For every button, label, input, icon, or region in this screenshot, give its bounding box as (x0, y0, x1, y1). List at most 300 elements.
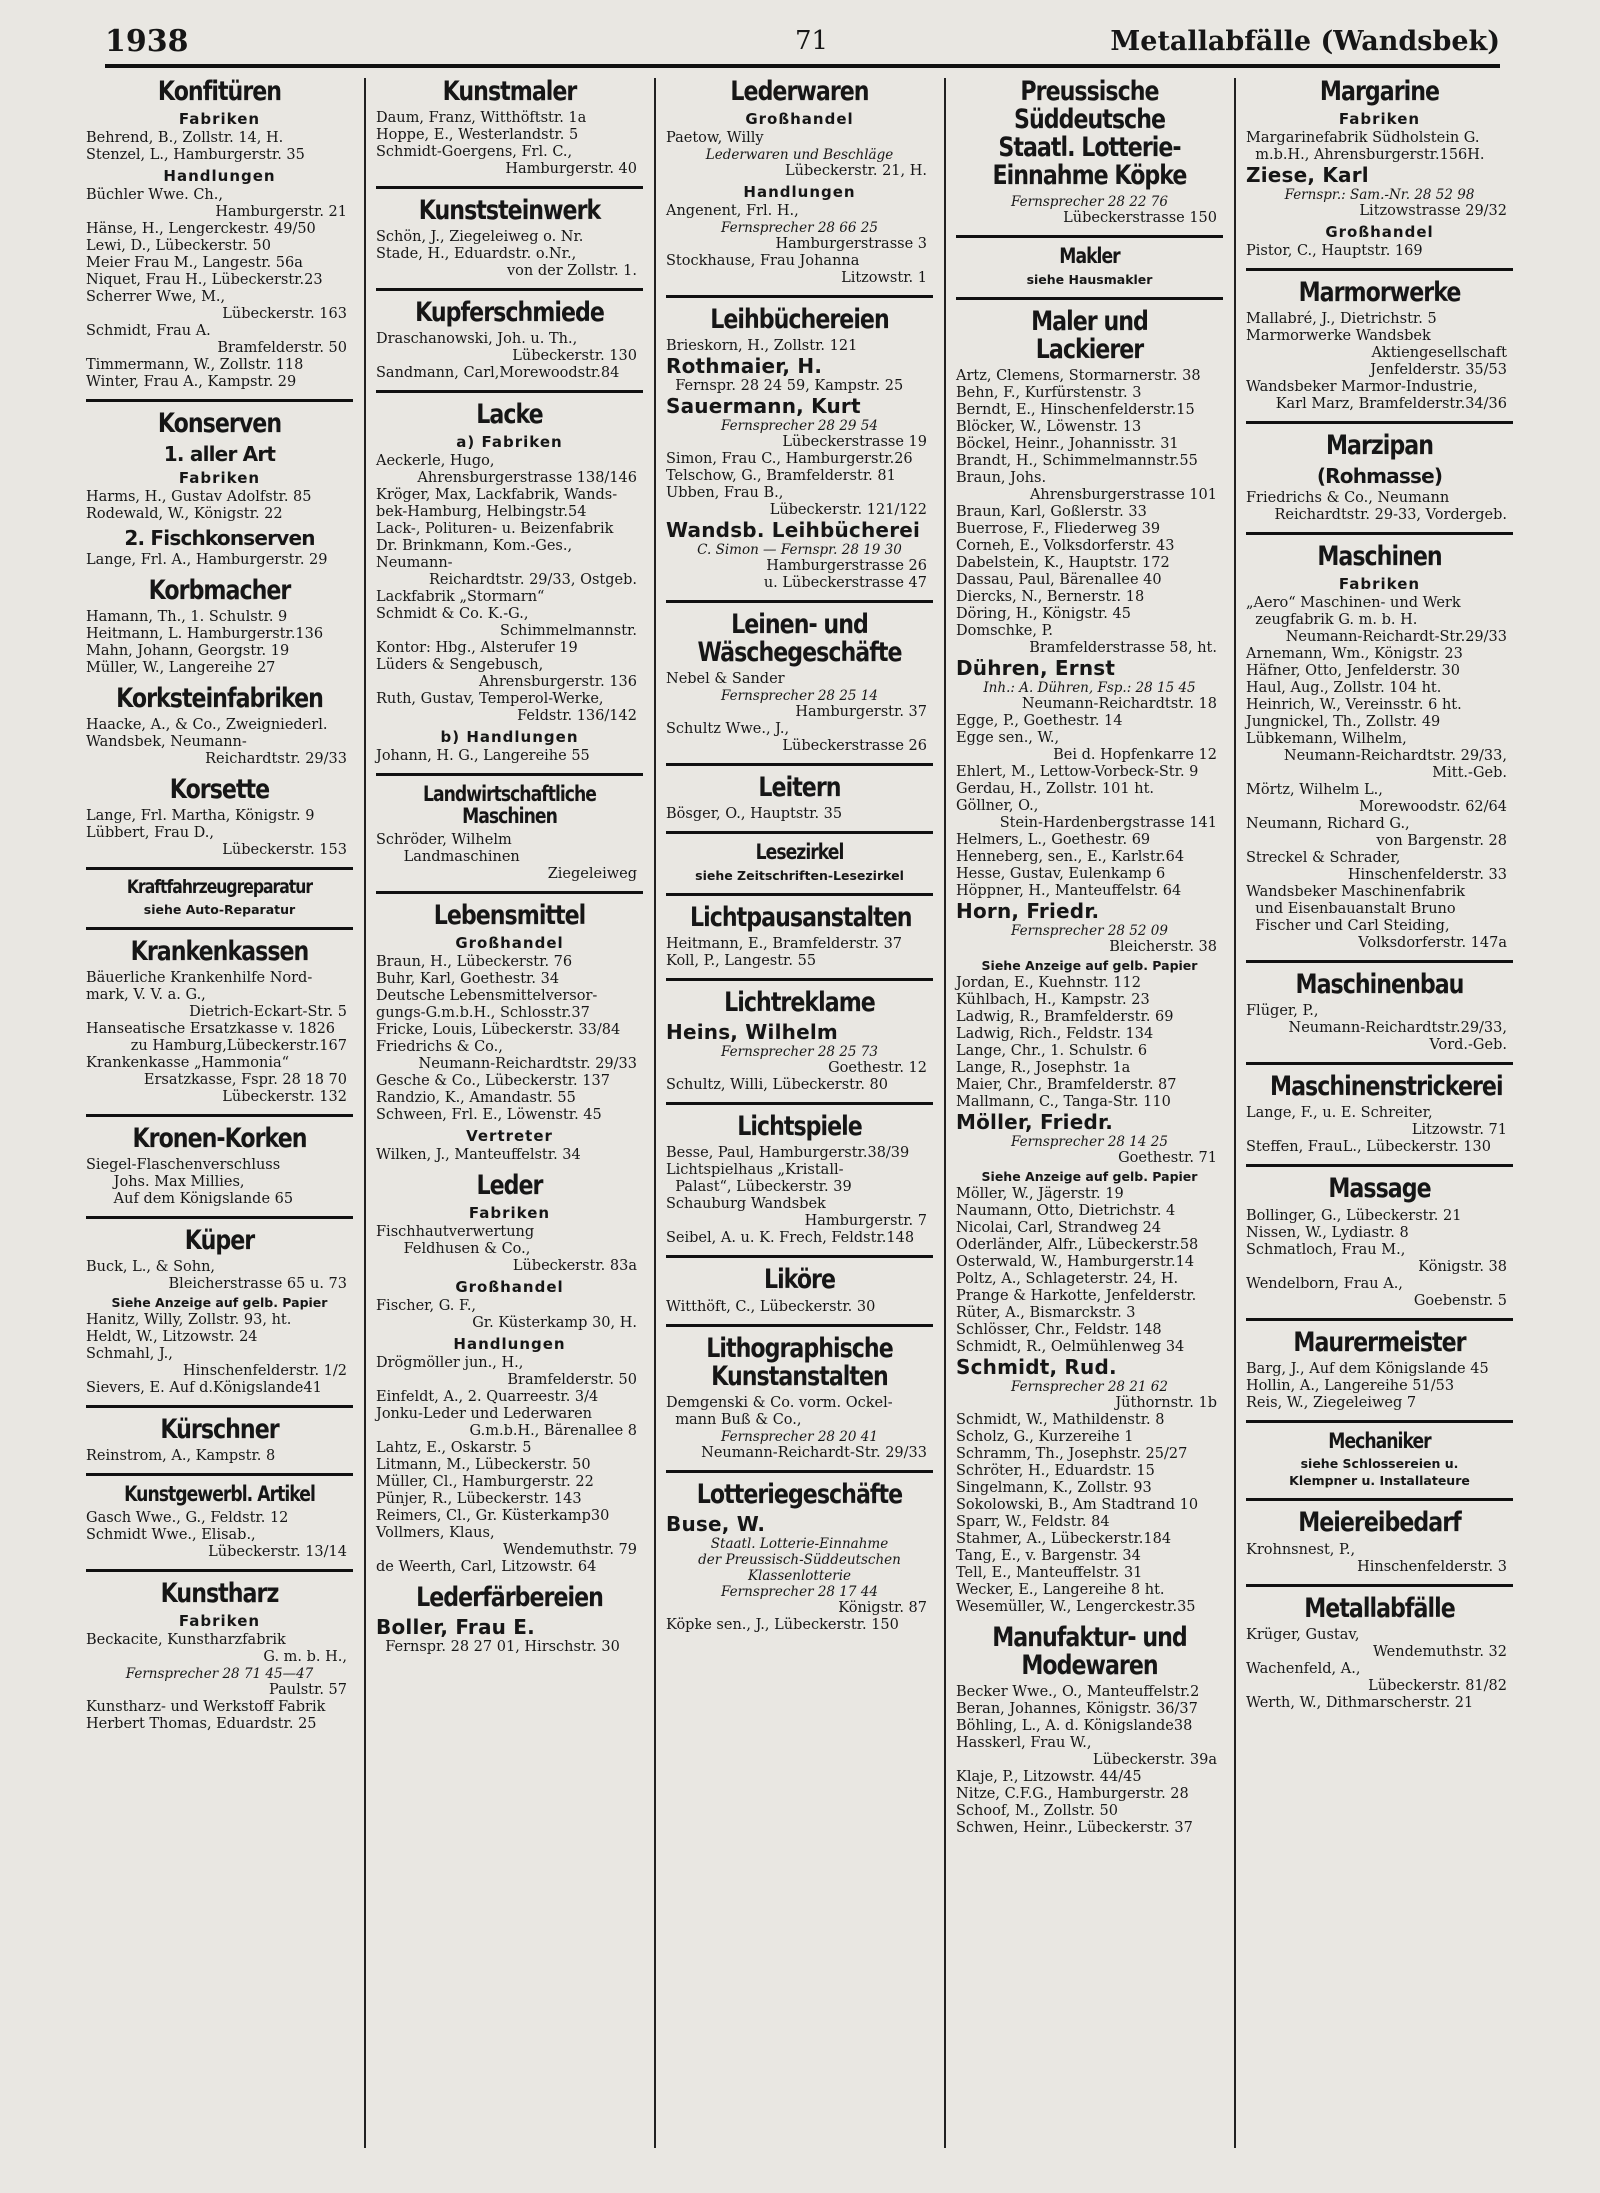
entry-continuation: Ahrensburgerstrasse 138/146 (417, 470, 637, 487)
entry: Heldt, W., Litzowstr. 24 (86, 1329, 258, 1346)
entry-continuation: Goethestr. 71 (1118, 1150, 1217, 1167)
entry: Koll, P., Langestr. 55 (666, 953, 817, 970)
column-4 (952, 74, 1227, 2154)
section (666, 306, 933, 603)
entry: Drögmöller jun., H., (376, 1355, 524, 1372)
section (1246, 543, 1513, 963)
italic-note: Inh.: A. Dühren, Fsp.: 28 15 45 (983, 680, 1196, 697)
entry: Becker Wwe., O., Manteuffelstr.2 (956, 1684, 1200, 1701)
bold-entry: Schmidt, Rud. (956, 1355, 1117, 1380)
italic-note: Fernspr.: Sam.-Nr. 28 52 98 (1284, 187, 1475, 204)
entry: Ubben, Frau B., (666, 485, 784, 502)
section-heading: Kunststeinwerk (418, 195, 601, 227)
entry: Seibel, A. u. K. Frech, Feldstr.148 (666, 1230, 915, 1247)
section (376, 401, 643, 776)
entry: Reis, W., Ziegeleiweg 7 (1246, 1394, 1417, 1411)
page-header (105, 18, 1500, 68)
entry: Schön, J., Ziegeleiweg o. Nr. (376, 229, 584, 246)
column-divider (944, 78, 946, 2148)
entry-continuation: Hamburgerstr. 37 (795, 704, 927, 721)
cross-reference: siehe Auto-Reparatur (143, 902, 296, 918)
entry: Artz, Clemens, Stormarnerstr. 38 (956, 368, 1201, 385)
bold-entry: Horn, Friedr. (956, 899, 1100, 924)
section (666, 1266, 933, 1326)
section (86, 1227, 353, 1408)
entry: Kühlbach, H., Kampstr. 23 (956, 992, 1150, 1009)
entry-continuation: Lübeckerstr. 21, H. (785, 163, 927, 180)
entry: Corneh, E., Volksdorferstr. 43 (956, 538, 1175, 555)
entry: Naumann, Otto, Dietrichstr. 4 (956, 1203, 1176, 1220)
year: 1938 (105, 24, 189, 59)
cross-reference: Siehe Anzeige auf gelb. Papier (981, 1169, 1198, 1185)
entry: Böckel, Heinr., Johannisstr. 31 (956, 436, 1179, 453)
entry: Mörtz, Wilhelm L., (1246, 782, 1383, 799)
entry: Schramm, Th., Josephstr. 25/27 (956, 1446, 1188, 1463)
entry: Hoppe, E., Westerlandstr. 5 (376, 127, 579, 144)
entry: Tang, E., v. Bargenstr. 34 (956, 1548, 1141, 1565)
entry: Stade, H., Eduardstr. o.Nr., (376, 246, 577, 263)
entry: Niquet, Frau H., Lübeckerstr.23 (86, 272, 323, 289)
entry: Stockhause, Frau Johanna (666, 253, 860, 270)
entry-continuation: Karl Marz, Bramfelderstr.34/36 (1275, 396, 1507, 413)
section (1246, 1073, 1513, 1167)
entry-continuation: von Bargenstr. 28 (1376, 833, 1507, 850)
entry-continuation: Lübeckerstr. 83a (512, 1258, 637, 1275)
entry: Johs. Max Millies, (86, 1174, 245, 1191)
entry-continuation: Lübeckerstrasse 150 (1063, 210, 1217, 227)
entry-continuation: Ersatzkasse, Fspr. 28 18 70 (143, 1072, 347, 1089)
entry: Schmidt Wwe., Elisab., (86, 1527, 256, 1544)
section (1246, 1175, 1513, 1320)
entry: Jordan, E., Kuehnstr. 112 (956, 975, 1141, 992)
entry-continuation: Ziegeleiweg (547, 865, 637, 882)
entry: Lange, Chr., 1. Schulstr. 6 (956, 1043, 1148, 1060)
entry: Helmers, L., Goethestr. 69 (956, 832, 1151, 849)
entry: Schmahl, J., (86, 1346, 173, 1363)
bold-entry: Boller, Frau E. (376, 1615, 535, 1640)
section (1246, 1509, 1513, 1586)
entry-continuation: Reichardtstr. 29-33, Vordergeb. (1274, 507, 1507, 524)
section-heading: Marzipan (1325, 430, 1434, 462)
entry: Herbert Thomas, Eduardstr. 25 (86, 1716, 317, 1733)
section-heading: Krankenkassen (130, 936, 309, 968)
entry: Göllner, O., (956, 798, 1039, 815)
subheading: Fabriken (468, 1204, 551, 1223)
entry: Schmidt & Co. K.-G., (376, 606, 529, 623)
entry-continuation: Neumann-Reichardt-Str. 29/33 (701, 1444, 927, 1461)
entry: Fischer und Carl Steiding, (1246, 918, 1450, 935)
entry: mann Buß & Co., (666, 1411, 802, 1428)
entry: Neumann, Richard G., (1246, 816, 1410, 833)
entry: Landmaschinen (376, 848, 520, 865)
entry: Egge sen., W., (956, 730, 1060, 747)
bold-entry: Dühren, Ernst (956, 656, 1116, 681)
cross-reference: siehe Zeitschriften-Lesezirkel (695, 868, 904, 884)
bold-entry: Möller, Friedr. (956, 1110, 1113, 1135)
section (956, 246, 1223, 300)
entry: Beran, Johannes, Königstr. 36/37 (956, 1701, 1198, 1718)
italic-note: Lederwaren und Beschläge (705, 147, 894, 164)
section-heading: Küper (184, 1225, 255, 1257)
entry: Singelmann, K., Zollstr. 93 (956, 1480, 1152, 1497)
entry: Braun, Johs. (956, 470, 1047, 487)
entry-continuation: Hinschenfelderstr. 33 (1347, 867, 1507, 884)
entry: Osterwald, W., Hamburgerstr.14 (956, 1254, 1195, 1271)
entry: Pünjer, R., Lübeckerstr. 143 (376, 1491, 582, 1508)
subheading: Großhandel (455, 934, 564, 953)
entry-continuation: Bramfelderstr. 50 (217, 340, 347, 357)
section (666, 842, 933, 896)
italic-note: C. Simon — Fernspr. 28 19 30 (697, 542, 902, 559)
section-heading: Korksteinfabriken (116, 683, 323, 715)
entry: Pistor, C., Hauptstr. 169 (1246, 243, 1423, 260)
entry: Winter, Frau A., Kampstr. 29 (86, 374, 297, 391)
entry: Stenzel, L., Hamburgerstr. 35 (86, 147, 305, 164)
italic-note: der Preussisch-Süddeutschen (698, 1551, 901, 1568)
section (666, 1332, 933, 1473)
section-heading: Lacke (476, 399, 543, 431)
entry: Köpke sen., J., Lübeckerstr. 150 (666, 1616, 899, 1633)
section (666, 989, 933, 1105)
section-heading: Leinen- und Wäschegeschäfte (697, 609, 902, 669)
entry: Schauburg Wandsbek (666, 1196, 826, 1213)
section-heading: Lederwaren (730, 76, 869, 107)
section-heading: Lebensmittel (433, 899, 586, 931)
entry: Schoof, M., Zollstr. 50 (956, 1803, 1118, 1820)
entry: Fernspr. 28 27 01, Hirschstr. 30 (376, 1639, 620, 1656)
entry: Palast“, Lübeckerstr. 39 (666, 1179, 852, 1196)
entry: Vollmers, Klaus, (376, 1525, 495, 1542)
entry-continuation: Neumann-Reichardtstr.29/33, (1288, 1020, 1507, 1037)
section-heading: Leihbüchereien (710, 304, 889, 336)
entry: Hanitz, Willy, Zollstr. 93, ht. (86, 1312, 292, 1329)
entry: Stahmer, A., Lübeckerstr.184 (956, 1531, 1172, 1548)
entry-continuation: Lübeckerstr. 39a (1092, 1752, 1217, 1769)
subheading: Handlungen (163, 167, 276, 186)
entry: Einfeldt, A., 2. Quarreestr. 3/4 (376, 1389, 599, 1406)
entry: Tell, E., Manteuffelstr. 31 (956, 1565, 1143, 1582)
entry-continuation: Wendemuthstr. 79 (502, 1542, 637, 1559)
entry: bek-Hamburg, Helbingstr.54 (376, 504, 587, 521)
entry: Wesemüller, W., Lengerckestr.35 (956, 1599, 1196, 1616)
entry-continuation: Hamburgerstr. 7 (804, 1213, 927, 1230)
entry-continuation: Litzowstrasse 29/32 (1359, 203, 1507, 220)
subheading: Großhandel (745, 110, 854, 129)
entry-continuation: Volksdorferstr. 147a (1358, 935, 1507, 952)
entry: Buerrose, F., Fliederweg 39 (956, 521, 1161, 538)
entry-continuation: Neumann-Reichardtstr. 18 (1021, 696, 1217, 713)
section (1246, 1428, 1513, 1502)
entry-continuation: von der Zollstr. 1. (506, 263, 637, 280)
entry: Flüger, P., (1246, 1003, 1319, 1020)
entry-continuation: Vord.-Geb. (1429, 1037, 1507, 1054)
entry: Schultz Wwe., J., (666, 721, 790, 738)
section-heading: Lotteriegeschäfte (696, 1478, 903, 1510)
entry: Häfner, Otto, Jenfelderstr. 30 (1246, 663, 1461, 680)
italic-note: Fernsprecher 28 14 25 (1011, 1134, 1168, 1151)
section-heading: Lithographische Kunstanstalten (706, 1332, 893, 1392)
italic-note: Klassenlotterie (747, 1567, 852, 1584)
entry: Paetow, Willy (666, 130, 764, 147)
section-heading: Korbmacher (148, 575, 291, 607)
bold-entry: Rothmaier, H. (666, 354, 823, 379)
entry: Kunstharz- und Werkstoff Fabrik (86, 1699, 326, 1716)
entry: Deutsche Lebensmittelversor- (376, 988, 598, 1005)
entry: Bollinger, G., Lübeckerstr. 21 (1246, 1207, 1462, 1224)
entry: mark, V. V. a. G., (86, 987, 206, 1004)
entry: Bäuerliche Krankenhilfe Nord- (86, 970, 313, 987)
italic-note: Fernsprecher 28 25 14 (721, 688, 878, 705)
bold-entry: Buse, W. (666, 1511, 766, 1536)
column-divider (1234, 78, 1236, 2148)
entry-continuation: Lübeckerstr. 121/122 (769, 502, 927, 519)
section (86, 78, 353, 402)
section (1246, 1592, 1513, 1712)
section (376, 299, 643, 393)
entry: Lahtz, E., Oskarstr. 5 (376, 1440, 532, 1457)
entry: Kröger, Max, Lackfabrik, Wands- (376, 487, 618, 504)
italic-note: Fernsprecher 28 29 54 (721, 418, 878, 435)
entry-continuation: Lübeckerstr. 130 (512, 348, 637, 365)
entry-continuation: Dietrich-Eckart-Str. 5 (189, 1004, 347, 1021)
entry: Henneberg, sen., E., Karlstr.64 (956, 849, 1185, 866)
entry: Döring, H., Königstr. 45 (956, 606, 1131, 623)
section (956, 78, 1223, 238)
section (376, 899, 643, 1164)
entry: Hamann, Th., 1. Schulstr. 9 (86, 609, 288, 626)
section-heading: Kunstgewerbl. Artikel (124, 1482, 315, 1507)
section-heading: Maurermeister (1293, 1326, 1466, 1358)
entry-continuation: Feldstr. 136/142 (517, 708, 637, 725)
section (86, 685, 353, 768)
entry: Haul, Aug., Zollstr. 104 ht. (1246, 680, 1442, 697)
subheading: b) Handlungen (440, 728, 579, 747)
section-heading: Kunstmaler (442, 76, 577, 107)
entry: Hollin, A., Langereihe 51/53 (1246, 1377, 1455, 1394)
bold-entry: Heins, Wilhelm (666, 1020, 838, 1045)
entry-continuation: Bleicherstrasse 65 u. 73 (168, 1276, 347, 1293)
entry-continuation: Bei d. Hopfenkarre 12 (1053, 747, 1217, 764)
section (1246, 1326, 1513, 1423)
entry: Braun, Karl, Goßlerstr. 33 (956, 504, 1147, 521)
entry-continuation: Hinschenfelderstr. 1/2 (183, 1363, 347, 1380)
entry-continuation: Morewoodstr. 62/64 (1359, 799, 1507, 816)
column-5 (1242, 74, 1517, 2154)
section (86, 938, 353, 1117)
subheading: Fabriken (1338, 575, 1421, 594)
entry: Lange, R., Josephstr. 1a (956, 1060, 1131, 1077)
section-heading: Manufaktur- und Modewaren (992, 1622, 1187, 1682)
entry-continuation: Jenfelderstr. 35/53 (1370, 362, 1507, 379)
entry: Bösger, O., Hauptstr. 35 (666, 806, 843, 823)
entry: Hasskerl, Frau W., (956, 1735, 1092, 1752)
entry: Beckacite, Kunstharzfabrik (86, 1632, 286, 1649)
entry-continuation: Lübeckerstr. 81/82 (1368, 1677, 1507, 1694)
entry: Schmidt, Frau A. (86, 323, 211, 340)
section (666, 904, 933, 981)
entry: Brandt, H., Schimmelmannstr.55 (956, 453, 1198, 470)
section-heading: Maschinen (1317, 541, 1442, 573)
column-2 (372, 74, 647, 2154)
bold-entry: Ziese, Karl (1246, 163, 1369, 188)
section-heading: Kupferschmiede (415, 297, 604, 329)
entry-continuation: Litzowstr. 1 (841, 270, 927, 287)
entry: Heinrich, W., Vereinsstr. 6 ht. (1246, 697, 1462, 714)
entry: Oderländer, Alfr., Lübeckerstr.58 (956, 1237, 1199, 1254)
entry-continuation: Lübeckerstr. 132 (222, 1089, 347, 1106)
entry: de Weerth, Carl, Litzowstr. 64 (376, 1559, 597, 1576)
section-heading: Meiereibedarf (1298, 1507, 1461, 1539)
section-heading: Lichtpausanstalten (690, 902, 912, 934)
entry-continuation: Goethestr. 12 (828, 1060, 927, 1077)
section (86, 1416, 353, 1476)
entry: Schultz, Willi, Lübeckerstr. 80 (666, 1077, 888, 1094)
entry-continuation: Neumann-Reichardt-Str.29/33 (1285, 629, 1507, 646)
entry: Höppner, H., Manteuffelstr. 64 (956, 883, 1182, 900)
entry: Margarinefabrik Südholstein G. (1246, 130, 1480, 147)
entry-continuation: Jüthornstr. 1b (1115, 1395, 1217, 1412)
entry: Schmidt, W., Mathildenstr. 8 (956, 1412, 1165, 1429)
entry: Dabelstein, K., Hauptstr. 172 (956, 555, 1170, 572)
entry-continuation: Schimmelmannstr. (499, 623, 637, 640)
cross-reference: siehe Hausmakler (1026, 272, 1153, 288)
entry: und Eisenbauanstalt Bruno (1246, 901, 1456, 918)
entry: Diercks, N., Bernerstr. 18 (956, 589, 1145, 606)
entry: Gerdau, H., Zollstr. 101 ht. (956, 781, 1155, 798)
subheading: Vertreter (466, 1127, 553, 1146)
section-heading: Kürschner (160, 1414, 279, 1446)
entry-continuation: Neumann-Reichardtstr. 29/33, (1283, 748, 1507, 765)
section (666, 1113, 933, 1258)
running-head: Metallabfälle (Wandsbek) (1110, 26, 1500, 57)
entry: Domschke, P. (956, 623, 1054, 640)
section-heading: Leder (476, 1170, 543, 1202)
entry: Besse, Paul, Hamburgerstr.38/39 (666, 1145, 910, 1162)
subsection-heading: (Rohmasse) (1316, 464, 1443, 489)
entry-continuation: Stein-Hardenbergstrasse 141 (999, 815, 1217, 832)
section-heading: Maschinenstrickerei (1270, 1071, 1503, 1103)
entry: Krankenkasse „Hammonia“ (86, 1055, 290, 1072)
entry: Jonku-Leder und Lederwaren (376, 1406, 592, 1423)
entry: Böhling, L., A. d. Königslande38 (956, 1718, 1193, 1735)
cross-reference: Siehe Anzeige auf gelb. Papier (111, 1295, 328, 1311)
entry: Müller, W., Langereihe 27 (86, 660, 276, 677)
subsection-heading: 1. aller Art (163, 442, 276, 467)
entry-continuation: Reichardtstr. 29/33 (205, 751, 347, 768)
entry: Telschow, G., Bramfelderstr. 81 (666, 468, 896, 485)
entry-continuation: Gr. Küsterkamp 30, H. (472, 1315, 637, 1332)
entry-continuation: Wendemuthstr. 32 (1372, 1643, 1507, 1660)
section-heading: Maler und Lackierer (1031, 306, 1148, 366)
entry: Klaje, P., Litzowstr. 44/45 (956, 1769, 1142, 1786)
entry: Neumann- (376, 555, 453, 572)
entry: Fernspr. 28 24 59, Kampstr. 25 (666, 378, 904, 395)
entry: Prange & Harkotte, Jenfelderstr. (956, 1288, 1197, 1305)
entry-continuation: Bramfelderstrasse 58, ht. (1029, 640, 1217, 657)
entry: Ladwig, R., Bramfelderstr. 69 (956, 1009, 1174, 1026)
entry: Marmorwerke Wandsbek (1246, 328, 1431, 345)
section (1246, 971, 1513, 1065)
entry-continuation: Litzowstr. 71 (1411, 1122, 1507, 1139)
entry: Scherrer Wwe, M., (86, 289, 226, 306)
entry: Nicolai, Carl, Strandweg 24 (956, 1220, 1162, 1237)
entry: Schmatloch, Frau M., (1246, 1241, 1406, 1258)
entry-continuation: Königstr. 38 (1418, 1258, 1507, 1275)
entry-continuation: Ahrensburgerstrasse 101 (1029, 487, 1217, 504)
entry-continuation: Reichardtstr. 29/33, Ostgeb. (428, 572, 637, 589)
columns-area (82, 74, 1522, 2154)
section-heading: Leitern (758, 772, 841, 804)
entry-continuation: Ahrensburgerstr. 136 (479, 674, 637, 691)
entry-continuation: G.m.b.H., Bärenallee 8 (469, 1423, 637, 1440)
section-heading: Metallabfälle (1304, 1592, 1455, 1624)
italic-note: Fernsprecher 28 71 45—47 (125, 1666, 314, 1683)
entry: Büchler Wwe. Ch., (86, 187, 223, 204)
section (376, 197, 643, 291)
entry: Ehlert, M., Lettow-Vorbeck-Str. 9 (956, 764, 1199, 781)
entry: Litmann, M., Lübeckerstr. 50 (376, 1457, 591, 1474)
section (376, 1584, 643, 1656)
entry: Johann, H. G., Langereihe 55 (376, 748, 590, 765)
entry: Fischhautverwertung (376, 1224, 535, 1241)
entry: Wendelborn, Frau A., (1246, 1275, 1403, 1292)
entry: Reinstrom, A., Kampstr. 8 (86, 1448, 276, 1465)
italic-note: Fernsprecher 28 66 25 (721, 220, 878, 237)
entry: Dassau, Paul, Bärenallee 40 (956, 572, 1162, 589)
entry: Steffen, FrauL., Lübeckerstr. 130 (1246, 1139, 1491, 1156)
entry: Lübbert, Frau D., (86, 825, 215, 842)
entry: Siegel-Flaschenverschluss (86, 1157, 281, 1174)
section (86, 1484, 353, 1572)
entry: Jungnickel, Th., Zollstr. 49 (1246, 714, 1441, 731)
entry: gungs-G.m.b.H., Schlosstr.37 (376, 1005, 590, 1022)
entry: Wachenfeld, A., (1246, 1660, 1361, 1677)
entry: Friedrichs & Co., (376, 1039, 503, 1056)
entry: Mahn, Johann, Georgstr. 19 (86, 643, 290, 660)
subsection-heading: 2. Fischkonserven (124, 526, 315, 551)
entry: Simon, Frau C., Hamburgerstr.26 (666, 451, 913, 468)
bold-entry: Wandsb. Leihbücherei (666, 518, 921, 543)
entry: Gasch Wwe., G., Feldstr. 12 (86, 1510, 289, 1527)
cross-reference: siehe Schlossereien u. (1300, 1456, 1459, 1472)
section (86, 1580, 353, 1733)
section-heading: Margarine (1319, 76, 1440, 107)
section (86, 1125, 353, 1219)
entry-continuation: G. m. b. H., (263, 1649, 347, 1666)
entry: Braun, H., Lübeckerstr. 76 (376, 954, 573, 971)
entry-continuation: Hamburgerstr. 21 (215, 204, 347, 221)
entry: Heitmann, L. Hamburgerstr.136 (86, 626, 324, 643)
subheading: Großhandel (1325, 223, 1434, 242)
section-heading: Preussische Süddeutsche Staatl. Lotterie-Einnahme Köpke (992, 76, 1187, 192)
entry: Wandsbek, Neumann- (86, 734, 247, 751)
entry: Mallmann, C., Tanga-Str. 110 (956, 1094, 1171, 1111)
section (86, 878, 353, 930)
italic-note: Staatl. Lotterie-Einnahme (710, 1535, 889, 1552)
subheading: a) Fabriken (456, 433, 563, 452)
section (1246, 279, 1513, 424)
entry: Fischer, G. F., (376, 1298, 477, 1315)
section-heading: Landwirtschaftliche Maschinen (422, 782, 597, 829)
entry: Barg, J., Auf dem Königslande 45 (1246, 1360, 1489, 1377)
section-heading: Kunstharz (160, 1578, 279, 1610)
page-number: 71 (795, 26, 829, 56)
entry: Wandsbeker Marmor-Industrie, (1246, 379, 1478, 396)
entry: „Aero“ Maschinen- und Werk (1246, 595, 1461, 612)
subheading: Fabriken (1338, 110, 1421, 129)
section (86, 410, 353, 569)
entry: Auf dem Königslande 65 (86, 1191, 294, 1208)
